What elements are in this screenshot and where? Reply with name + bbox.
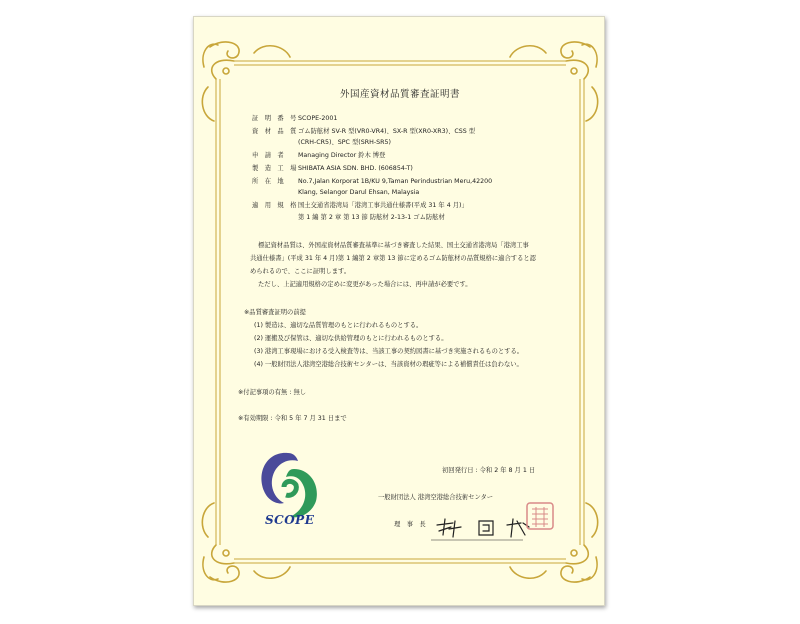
appendix-note: ※付記事項の有無 : 無し (238, 389, 307, 396)
issue-date: 初回発行日 : 令和 2 年 8 月 1 日 (442, 467, 536, 474)
field-label-applicant: 申 請 者 (252, 152, 286, 159)
premise-item-3: (3) 港湾工事現場における受入検査等は、当該工事の契約図書に基づき実施されるものとする。 (254, 348, 524, 355)
issuer-name: 一般財団法人 港湾空港総合技術センター (378, 494, 494, 501)
premise-item-4: (4) 一般財団法人港湾空港総合技術センターは、当該資材の瑕疵等による補償責任は負わない。 (254, 361, 523, 368)
field-value-standard: 国土交通省港湾局「港湾工事共通仕様書(平成 31 年 4 月)」 (298, 202, 468, 209)
body-line-4: ただし、上記適用規格の定めに変更があった場合には、再申請が必要です。 (258, 281, 472, 288)
body-line-2: 共通仕様書」(平成 31 年 4 月)第 1 編第 2 章第 13 節に定めるゴム防舷材の品質規格に適合すると認 (250, 255, 536, 262)
validity-note: ※有効期限 : 令和 5 年 7 月 31 日まで (238, 415, 347, 422)
field-label-address: 所 在 地 (252, 178, 286, 185)
field-value-cert-number: SCOPE-2001 (298, 115, 338, 122)
field-value-applicant: Managing Director 鈴木 博登 (298, 152, 386, 159)
field-label-standard: 適 用 規 格 (252, 202, 299, 209)
field-value-factory: SHIBATA ASIA SDN. BHD. (606854-T) (298, 165, 413, 172)
corner-ornament-tr (510, 42, 598, 121)
premise-item-2: (2) 運搬及び保管は、適切な供給管理のもとに行われるものとする。 (254, 335, 448, 342)
chairman-label: 理 事 長 (394, 521, 428, 528)
certificate-sheet (193, 16, 605, 606)
official-seal-icon (525, 501, 555, 531)
field-value-address-line2: Klang, Selangor Darul Ehsan, Malaysia (298, 189, 420, 196)
field-value-address: No.7,Jalan Korporat 1B/KU 9,Taman Perindustrian Meru,42200 (298, 178, 493, 185)
document-title: 外国産資材品質審査証明書 (339, 89, 460, 100)
corner-ornament-tl (202, 42, 290, 121)
premise-heading: ※品質審査証明の前提 (244, 309, 306, 316)
field-value-material: ゴム防舷材 SV-R 型(VR0-VR4)、SX-R 型(XR0-XR3)、CSS 型 (298, 128, 476, 135)
body-line-3: められるので、ここに証明します。 (250, 268, 351, 275)
field-value-standard-line2: 第 1 編 第 2 章 第 13 節 防舷材 2-13-1 ゴム防舷材 (298, 214, 445, 221)
body-line-1: 標記資材品質は、外国産資材品質審査基準に基づき審査した結果、国土交通省港湾局「港湾工事 (258, 242, 529, 249)
signature-image (431, 513, 539, 543)
scope-logo-text: SCOPE (265, 513, 315, 527)
field-label-material: 資 材 品 質 (252, 128, 299, 135)
field-label-cert-number: 証 明 番 号 (252, 115, 299, 122)
field-label-factory: 製 造 工 場 (252, 165, 299, 172)
field-value-material-line2: (CRH-CR5)、SPC 型(SRH-SR5) (298, 139, 391, 146)
premise-item-1: (1) 製造は、適切な品質管理のもとに行われるものとする。 (254, 322, 423, 329)
